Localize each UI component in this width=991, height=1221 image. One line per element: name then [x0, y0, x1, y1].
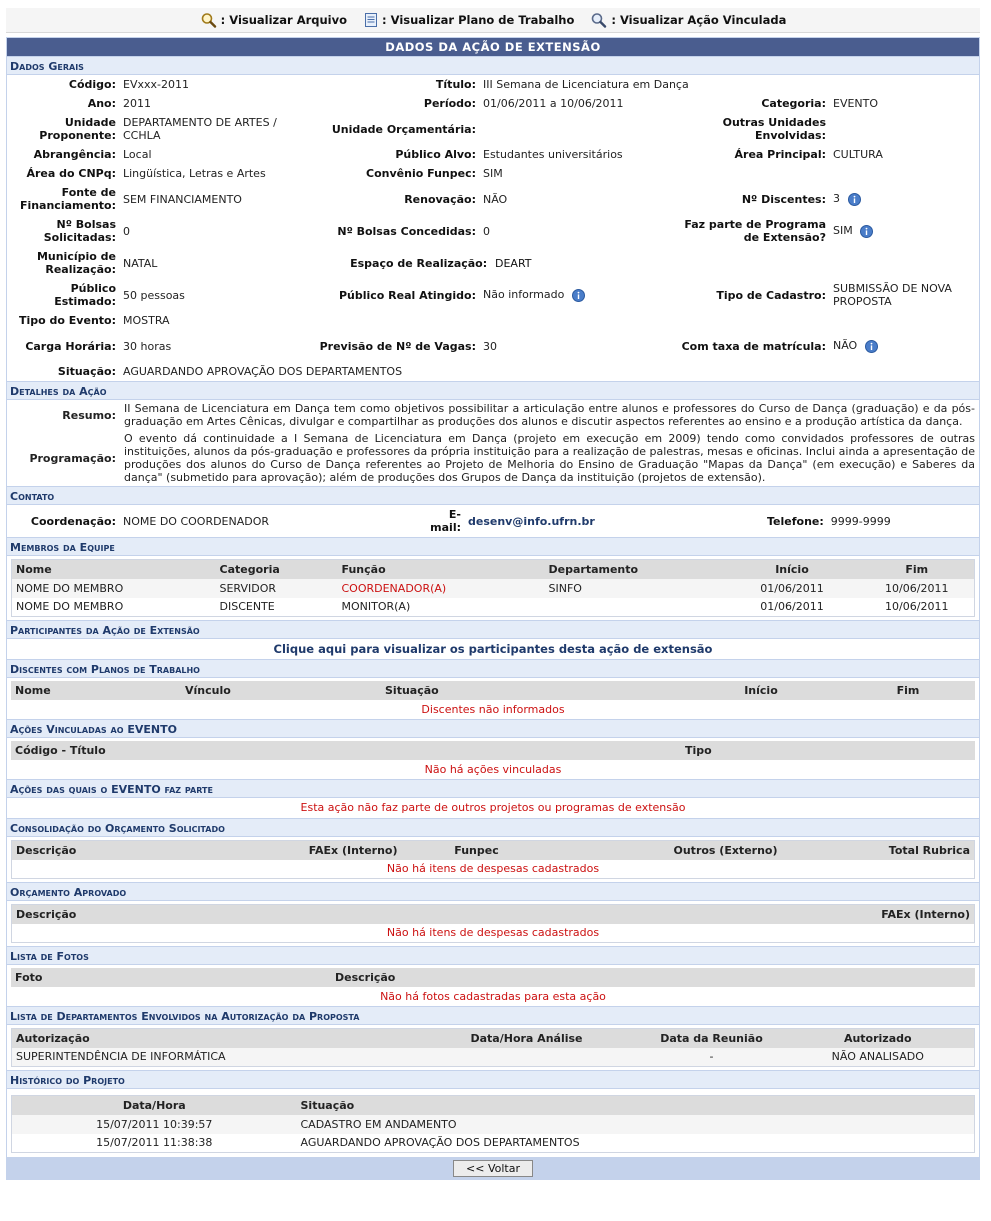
column-header: Nome — [16, 562, 52, 576]
member-role: COORDENADOR(A) — [341, 581, 447, 595]
member-end: 10/06/2011 — [885, 581, 949, 595]
field-label: Área do CNPq: — [26, 167, 116, 180]
period-value: 01/06/2011 a 10/06/2011 — [483, 97, 624, 110]
column-header: Fim — [905, 562, 929, 576]
empty-message: Discentes não informados — [11, 700, 975, 719]
general-data-table — [7, 75, 979, 381]
view-work-plan-action[interactable] — [363, 12, 574, 28]
table-row — [12, 1134, 975, 1153]
field-label: Renovação: — [404, 192, 476, 206]
column-header: Início — [744, 684, 778, 697]
section-approved-budget: Orçamento Aprovado — [7, 882, 979, 901]
funding-source-value: SEM FINANCIAMENTO — [123, 192, 242, 206]
member-department — [545, 598, 725, 617]
member-department: SINFO — [548, 581, 582, 595]
students-count-cell — [830, 183, 979, 215]
field-label: Situação: — [57, 365, 116, 378]
department-name: SUPERINTENDÊNCIA DE INFORMÁTICA — [16, 1050, 226, 1064]
column-header: Autorização — [16, 1031, 90, 1045]
year-value: 2011 — [123, 97, 151, 110]
field-label: Público Real Atingido: — [338, 288, 476, 302]
students-table — [11, 681, 975, 719]
column-header: Fim — [896, 684, 920, 697]
summary-value: II Semana de Licenciatura em Dança tem como objetivos possibilitar a articulação entre alunos e professores do Curso de Dança (graduação) e da pós-graduação em Artes Cênicas, divulgar e compartilhar as produções dos alunos e discutir aspectos referentes ao ensino e a produção artística da dança. — [124, 402, 975, 428]
email-value[interactable]: desenv@info.ufrn.br — [468, 514, 595, 528]
table-row — [12, 1048, 975, 1067]
view-linked-action-action[interactable] — [590, 12, 786, 28]
column-header: Categoria — [219, 562, 280, 576]
field-label: Com taxa de matrícula: — [681, 339, 826, 353]
estimated-audience-value: 50 pessoas — [123, 288, 185, 302]
granted-grants-value: 0 — [483, 224, 490, 238]
column-header: Função — [341, 562, 386, 576]
analysis-datetime — [412, 1048, 642, 1067]
section-contact: Contato — [7, 486, 979, 505]
requested-budget-table — [11, 840, 975, 879]
event-type-value: MOSTRA — [123, 314, 170, 327]
field-label: Nº Bolsas Concedidas: — [337, 224, 476, 238]
magnifier-icon — [200, 12, 218, 28]
city-value: NATAL — [123, 256, 158, 270]
section-team-members: Membros da Equipe — [7, 537, 979, 556]
action-details-table — [7, 400, 979, 486]
field-label: Carga Horária: — [25, 339, 116, 353]
history-status: CADASTRO EM ANDAMENTO — [300, 1117, 457, 1131]
field-label: Público Alvo: — [395, 148, 476, 161]
section-linked-actions: Ações Vinculadas ao EVENTO — [7, 719, 979, 738]
funpec-value: SIM — [483, 167, 503, 180]
column-header: Descrição — [16, 843, 77, 857]
info-icon[interactable] — [860, 225, 873, 238]
toolbar — [6, 8, 980, 33]
member-start: 01/06/2011 — [760, 581, 824, 595]
linked-actions-table — [11, 741, 975, 779]
photos-table — [11, 968, 975, 1006]
field-label: Município de Realização: — [36, 250, 116, 276]
field-label: Tipo de Cadastro: — [716, 288, 826, 302]
field-label: Faz parte de Programa de Extensão? — [684, 218, 826, 244]
view-file-action[interactable] — [200, 12, 347, 28]
column-header: Data/Hora Análise — [470, 1031, 583, 1045]
field-label: Tipo do Evento: — [19, 314, 116, 327]
authorization-status: NÃO ANALISADO — [831, 1050, 924, 1064]
section-requested-budget: Consolidação do Orçamento Solicitado — [7, 818, 979, 837]
fee-value: NÃO — [833, 339, 858, 353]
document-icon — [363, 12, 379, 28]
column-header: Foto — [15, 971, 43, 984]
column-header: Autorizado — [843, 1031, 912, 1045]
schedule-value: O evento dá continuidade a I Semana de Licenciatura em Dança (projeto em execução em 2009) tendo como convidados professores de outras instituições, alunos da pós-graduação e professores da própria instituição para a realização de palestras, mesas e oficinas. Inclui ainda a apresentação de produções dos alunos do Curso de Dança referentes ao Projeto de Melhoria do Ensino de Graduação "Mapas da Dança" (em execução) e Saberes da dança" (submetido para aprovação); além de produções dos Grupos de Dança da instituição (projetos de extensão). — [124, 432, 975, 484]
magnifier-icon — [590, 12, 608, 28]
students-count-value: 3 — [833, 192, 840, 206]
column-header: Descrição — [16, 907, 77, 921]
field-label: Resumo: — [62, 408, 116, 422]
renewal-value: NÃO — [483, 192, 508, 206]
proposing-unit-value: DEPARTAMENTO DE ARTES / CCHLA — [123, 116, 277, 142]
table-row — [12, 579, 975, 598]
program-value: SIM — [833, 224, 853, 238]
member-name: NOME DO MEMBRO — [16, 581, 124, 595]
budget-unit-value — [480, 113, 665, 145]
back-button[interactable]: << Voltar — [453, 1160, 533, 1177]
column-header: Departamento — [548, 562, 639, 576]
approved-budget-table — [11, 904, 975, 943]
info-icon[interactable] — [572, 289, 585, 302]
status-value: AGUARDANDO APROVAÇÃO DOS DEPARTAMENTOS — [123, 365, 403, 378]
field-label: Nº Bolsas Solicitadas: — [43, 218, 116, 244]
member-name: NOME DO MEMBRO — [16, 600, 124, 614]
field-label: E-mail: — [430, 508, 461, 534]
history-datetime: 15/07/2011 11:38:38 — [96, 1136, 213, 1150]
main-area-value: CULTURA — [833, 148, 883, 161]
coordinator-value: NOME DO COORDENADOR — [123, 514, 270, 528]
field-label: Coordenação: — [30, 514, 116, 528]
field-label: Previsão de Nº de Vagas: — [319, 339, 476, 353]
column-header: Total Rubrica — [888, 843, 970, 857]
empty-message: Esta ação não faz parte de outros projetos ou programas de extensão — [7, 798, 979, 818]
empty-message: Não há ações vinculadas — [11, 760, 975, 779]
field-label: Categoria: — [761, 97, 826, 110]
location-cell — [310, 247, 665, 279]
column-header: Início — [775, 562, 809, 576]
empty-message: Não há itens de despesas cadastrados — [12, 860, 975, 879]
member-category: SERVIDOR — [219, 581, 277, 595]
vacancies-value: 30 — [483, 339, 497, 353]
view-linked-action-label: : Visualizar Ação Vinculada — [611, 13, 787, 27]
column-header: FAEx (Interno) — [308, 843, 398, 857]
code-value: EVxxx-2011 — [123, 78, 189, 91]
field-label: Nº Discentes: — [741, 192, 826, 206]
contact-table — [7, 505, 979, 537]
column-header: Vínculo — [185, 684, 231, 697]
requested-grants-value: 0 — [123, 224, 130, 238]
view-work-plan-label: : Visualizar Plano de Trabalho — [382, 13, 575, 27]
info-icon[interactable] — [865, 340, 878, 353]
column-header: Código - Título — [15, 744, 106, 757]
member-role: MONITOR(A) — [341, 600, 411, 614]
field-label: Telefone: — [767, 514, 824, 528]
member-start: 01/06/2011 — [760, 600, 824, 614]
program-cell — [830, 215, 979, 247]
extension-action-panel — [6, 37, 980, 1180]
column-header: Nome — [15, 684, 51, 697]
info-icon[interactable] — [848, 193, 861, 206]
page-title: DADOS DA AÇÃO DE EXTENSÃO — [7, 38, 979, 56]
field-label: Unidade Proponente: — [39, 116, 116, 142]
title-value: III Semana de Licenciatura em Dança — [483, 78, 689, 91]
location-value: DEART — [495, 256, 532, 270]
field-label: Programação: — [29, 451, 116, 465]
section-general-data: Dados Gerais — [7, 56, 979, 75]
registration-type-value: SUBMISSÃO DE NOVA PROPOSTA — [833, 282, 952, 308]
field-label: Área Principal: — [734, 148, 826, 161]
column-header: FAEx (Interno) — [881, 907, 970, 921]
phone-value: 9999-9999 — [830, 514, 891, 528]
section-participants: Participantes da Ação de Extensão — [7, 620, 979, 639]
meeting-date: - — [709, 1050, 714, 1064]
section-departments: Lista de Departamentos Envolvidos na Autorização da Proposta — [7, 1006, 979, 1025]
column-header: Tipo — [685, 744, 712, 757]
footer-bar — [7, 1157, 979, 1179]
field-label: Abrangência: — [33, 148, 116, 161]
empty-message: Não há fotos cadastradas para esta ação — [11, 987, 975, 1006]
field-label: Período: — [423, 97, 476, 110]
history-table — [11, 1095, 975, 1153]
section-action-details: Detalhes da Ação — [7, 381, 979, 400]
cnpq-area-value: Lingüística, Letras e Artes — [123, 167, 266, 180]
field-label: Código: — [68, 78, 116, 91]
section-parent-actions: Ações das quais o EVENTO faz parte — [7, 779, 979, 798]
section-history: Histórico do Projeto — [7, 1070, 979, 1089]
section-photos: Lista de Fotos — [7, 946, 979, 965]
fee-cell — [830, 330, 979, 362]
column-header: Descrição — [335, 971, 396, 984]
field-label: Fonte de Financiamento: — [19, 186, 116, 212]
column-header: Funpec — [454, 843, 499, 857]
departments-table — [11, 1028, 975, 1067]
table-row — [12, 598, 975, 617]
field-label: Outras Unidades Envolvidas: — [722, 116, 826, 142]
other-units-value — [830, 113, 979, 145]
real-audience-value: Não informado — [483, 288, 565, 302]
team-members-table — [11, 559, 975, 617]
real-audience-cell — [480, 279, 665, 311]
history-datetime: 15/07/2011 10:39:57 — [96, 1117, 213, 1131]
column-header: Data da Reunião — [660, 1031, 763, 1045]
field-label: Público Estimado: — [54, 282, 116, 308]
member-end: 10/06/2011 — [885, 600, 949, 614]
view-participants-link[interactable]: Clique aqui para visualizar os participantes desta ação de extensão — [7, 639, 979, 659]
field-label: Convênio Funpec: — [366, 167, 476, 180]
history-status: AGUARDANDO APROVAÇÃO DOS DEPARTAMENTOS — [300, 1136, 580, 1150]
column-header: Data/Hora — [122, 1098, 186, 1112]
empty-message: Não há itens de despesas cadastrados — [12, 924, 975, 943]
field-label: Título: — [435, 78, 476, 91]
member-category: DISCENTE — [219, 600, 275, 614]
section-students-plans: Discentes com Planos de Trabalho — [7, 659, 979, 678]
category-value: EVENTO — [833, 97, 879, 110]
field-label: Espaço de Realização: — [350, 256, 488, 270]
column-header: Situação — [385, 684, 439, 697]
view-file-label: : Visualizar Arquivo — [220, 13, 348, 27]
column-header: Situação — [300, 1098, 355, 1112]
table-row — [12, 1115, 975, 1134]
column-header: Outros (Externo) — [673, 843, 778, 857]
field-label: Ano: — [87, 97, 116, 110]
workload-value: 30 horas — [123, 339, 172, 353]
field-label: Unidade Orçamentária: — [331, 122, 476, 136]
scope-value: Local — [123, 148, 152, 161]
target-audience-value: Estudantes universitários — [483, 148, 623, 161]
